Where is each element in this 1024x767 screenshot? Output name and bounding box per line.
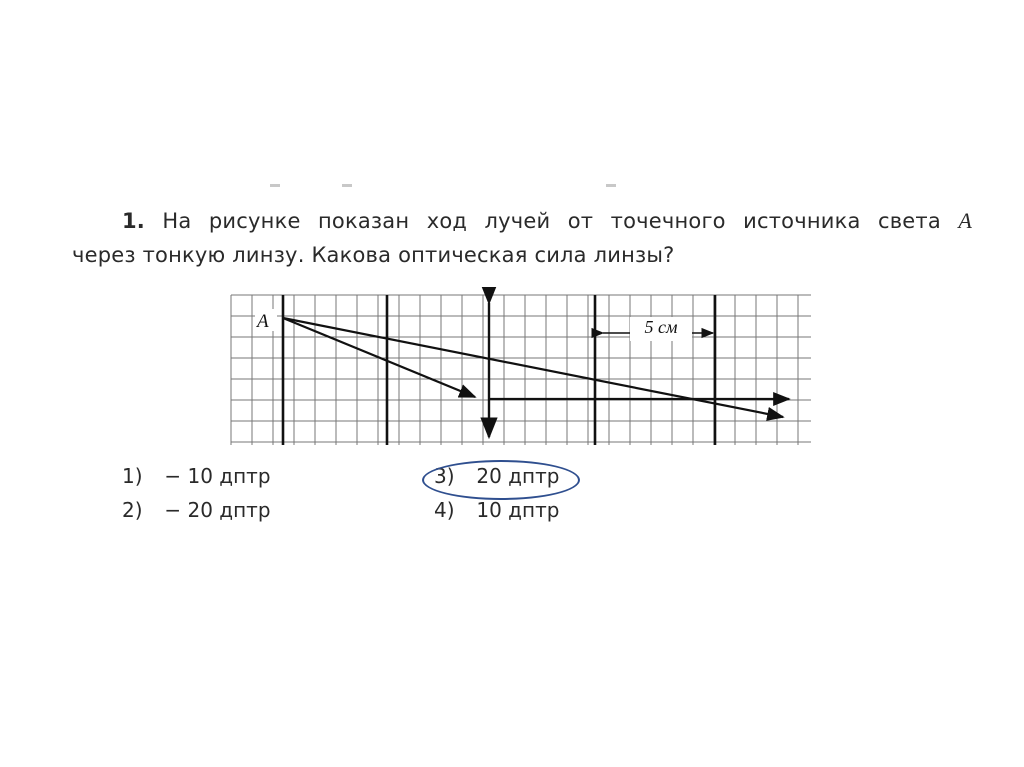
question-text xyxy=(72,204,972,272)
ray-diagram xyxy=(225,287,815,449)
answer-text: − 20 дптр xyxy=(164,498,271,522)
answer-option-2[interactable] xyxy=(122,498,271,522)
answer-number: 3) xyxy=(434,464,455,488)
answer-number: 4) xyxy=(434,498,455,522)
question-line-2: через тонкую линзу. Какова оптическая сила линзы? xyxy=(72,243,675,267)
answer-number: 2) xyxy=(122,498,143,522)
answer-option-1[interactable] xyxy=(122,464,271,488)
point-a-label: A xyxy=(257,311,269,332)
answer-text: 20 дптр xyxy=(476,464,560,488)
grid xyxy=(231,295,811,445)
question-text-part-1: На рисунке показан ход лучей от точечного источника света xyxy=(162,209,941,233)
answer-text: 10 дптр xyxy=(476,498,560,522)
answer-option-4[interactable] xyxy=(434,498,559,522)
source-letter: A xyxy=(958,208,972,233)
question-line-1 xyxy=(72,204,972,238)
question-number: 1. xyxy=(122,209,145,233)
answer-number: 1) xyxy=(122,464,143,488)
scale-label: 5 см xyxy=(644,317,678,337)
selected-answer-circle xyxy=(422,460,580,500)
scan-artifact xyxy=(270,184,630,190)
answer-text: − 10 дптр xyxy=(164,464,271,488)
